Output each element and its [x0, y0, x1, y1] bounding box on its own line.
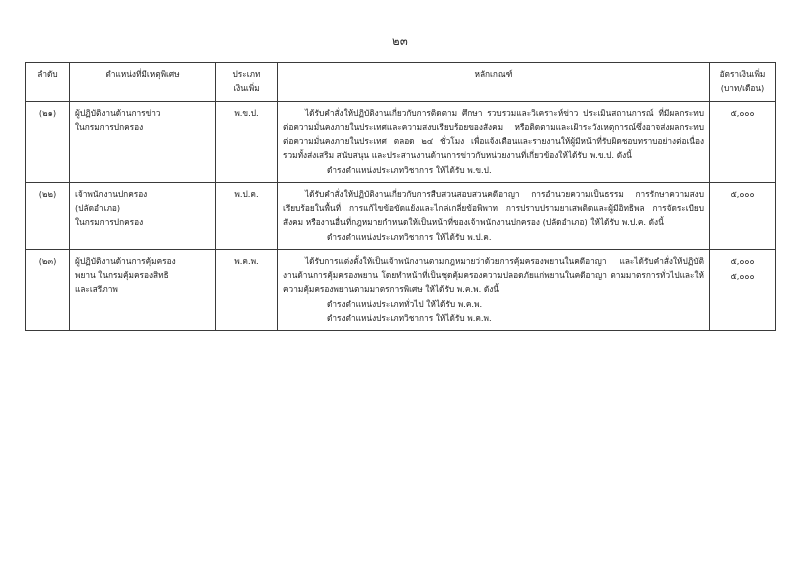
header-type-line-2: เงินเพิ่ม	[233, 83, 260, 94]
position-line: ในกรมการปกครอง	[75, 121, 144, 132]
rate-value: ๕,๐๐๐	[730, 188, 755, 199]
criteria-subline: ดำรงตำแหน่งประเภททั่วไป ให้ได้รับ พ.ค.พ.	[327, 298, 483, 309]
row-position	[70, 101, 216, 182]
row-rate	[710, 182, 776, 249]
table-header	[26, 63, 776, 102]
header-type	[216, 63, 278, 102]
position-line: ผู้ปฏิบัติงานด้านการคุ้มครอง	[75, 255, 176, 266]
row-order: (๒๒)	[26, 182, 70, 249]
row-rate	[710, 249, 776, 330]
criteria-subline: ดำรงตำแหน่งประเภทวิชาการ ให้ได้รับ พ.ค.พ.	[327, 312, 492, 323]
table-body	[26, 101, 776, 331]
row-position	[70, 182, 216, 249]
row-rate	[710, 101, 776, 182]
row-criteria	[278, 249, 710, 330]
row-order: (๒๑)	[26, 101, 70, 182]
header-rate-line-1: อัตราเงินเพิ่ม	[719, 69, 766, 79]
row-allowance-type: พ.ค.พ.	[216, 249, 278, 330]
header-rate	[710, 63, 776, 102]
criteria-paragraph: ได้รับการแต่งตั้งให้เป็นเจ้าพนักงานตามกฎหมายว่าด้วยการคุ้มครองพยานในคดีอาญา และได้รับคำสั่งให้ปฏิบัติงานด้านการคุ้มครองพยาน โดยทำหน้าที่เป็นชุดคุ้มครองความปลอดภัยแก่พยานในคดีอาญา ตามมาตรการทั่วไปและให้ความคุ้มครองพยานตามมาตรการพิเศษ ให้ได้รับ พ.ค.พ. ดังนี้	[283, 255, 704, 295]
criteria-subline: ดำรงตำแหน่งประเภทวิชาการ ให้ได้รับ พ.ข.ป.	[327, 164, 492, 175]
table-row	[26, 182, 776, 249]
position-line: และเสรีภาพ	[75, 284, 118, 295]
criteria-paragraph: ได้รับคำสั่งให้ปฏิบัติงานเกี่ยวกับการสืบสวนสอบสวนคดีอาญา การอำนวยความเป็นธรรม การรักษาความสงบเรียบร้อยในพื้นที่ การแก้ไขข้อขัดแย้งและไกล่เกลี่ยข้อพิพาท การปราบปรามยาเสพติดและผู้มีอิทธิพล การจัดระเบียบสังคม หรืองานอื่นที่กฎหมายกำหนดให้เป็นหน้าที่ของเจ้าพนักงานปกครอง (ปลัดอำเภอ) ให้ได้รับ พ.ป.ค. ดังนี้	[283, 188, 704, 228]
criteria-paragraph: ได้รับคำสั่งให้ปฏิบัติงานเกี่ยวกับการติดตาม ศึกษา รวบรวมและวิเคราะห์ข่าว ประเมินสถานการณ์ ที่มีผลกระทบต่อความมั่นคงภายในประเทศและความสงบเรียบร้อยของสังคม หรือติดตามและเฝ้าระวังเหตุการณ์ซึ่งอาจส่งผลกระทบต่อความมั่นคงภายในประเทศ ตลอด ๒๔ ชั่วโมง เพื่อแจ้งเตือนและรายงานให้ผู้มีหน้าที่รับผิดชอบทราบอย่างต่อเนื่อง รวมทั้งส่งเสริม สนับสนุน และประสานงานด้านการข่าวกับหน่วยงานที่เกี่ยวข้องให้ได้รับ พ.ข.ป. ดังนี้	[283, 107, 704, 161]
position-line: พยาน ในกรมคุ้มครองสิทธิ	[75, 270, 169, 281]
rate-value: ๕,๐๐๐	[730, 107, 755, 118]
allowance-table	[25, 62, 776, 331]
row-position	[70, 249, 216, 330]
row-criteria	[278, 182, 710, 249]
page-number: ๒๓	[391, 34, 409, 48]
table-row	[26, 249, 776, 330]
header-criteria: หลักเกณฑ์	[278, 63, 710, 102]
position-line: เจ้าพนักงานปกครอง	[75, 188, 148, 199]
criteria-subline: ดำรงตำแหน่งประเภทวิชาการ ให้ได้รับ พ.ป.ค.	[327, 231, 492, 242]
position-line: ผู้ปฏิบัติงานด้านการข่าว	[75, 107, 161, 118]
row-order: (๒๓)	[26, 249, 70, 330]
header-order: ลำดับ	[26, 63, 70, 102]
allowance-table-container	[25, 62, 775, 331]
row-allowance-type: พ.ข.ป.	[216, 101, 278, 182]
header-rate-line-2: (บาท/เดือน)	[720, 83, 765, 94]
table-row	[26, 101, 776, 182]
position-line: ในกรมการปกครอง	[75, 217, 144, 228]
row-allowance-type: พ.ป.ค.	[216, 182, 278, 249]
row-criteria	[278, 101, 710, 182]
header-type-line-1: ประเภท	[232, 69, 261, 79]
position-line: (ปลัดอำเภอ)	[75, 203, 121, 214]
rate-value: ๕,๐๐๐	[730, 271, 755, 282]
header-position: ตำแหน่งที่มีเหตุพิเศษ	[70, 63, 216, 102]
table-header-row	[26, 63, 776, 102]
rate-value: ๕,๐๐๐	[730, 255, 755, 266]
